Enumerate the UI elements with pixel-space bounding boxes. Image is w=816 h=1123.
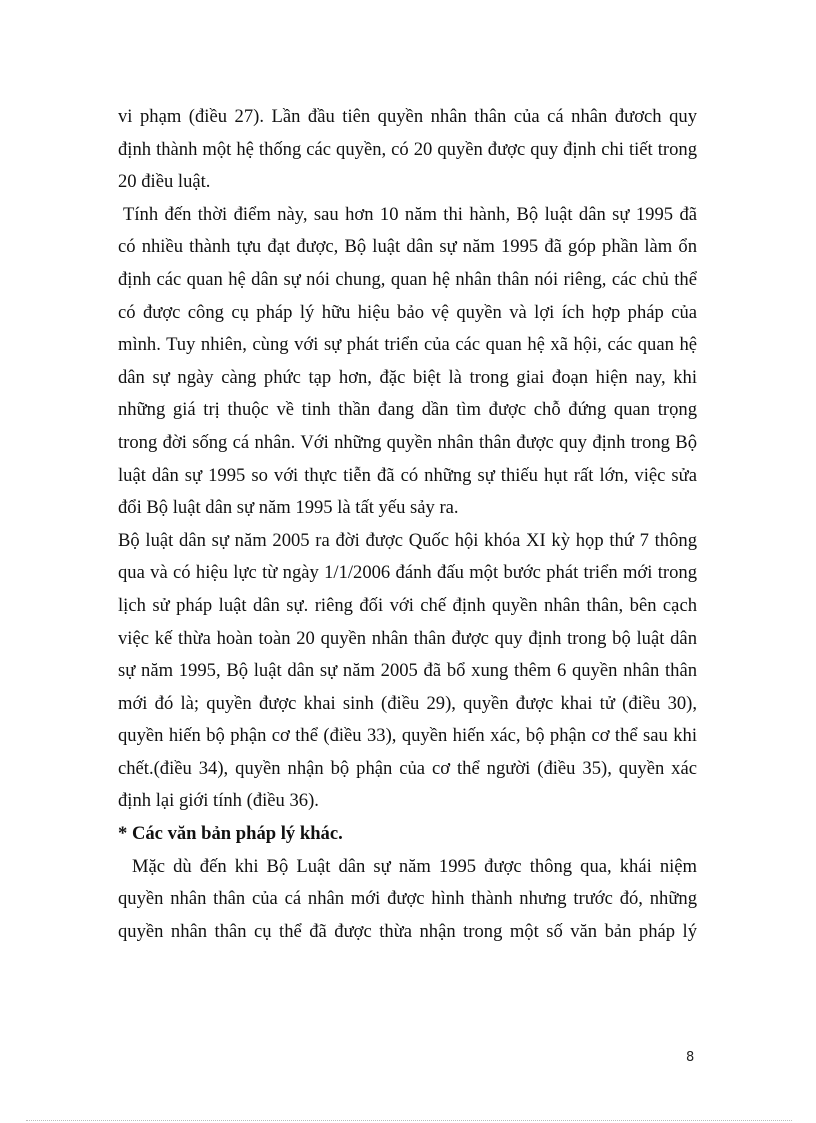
text-line: qua và có hiệu lực từ ngày 1/1/2006 đánh đấu một bước phát triển mới trong [118, 562, 697, 584]
text-line: Mặc dù đến khi Bộ Luật dân sự năm 1995 được thông qua, khái niệm [132, 855, 697, 877]
text-line: những giá trị thuộc về tinh thần đang dần tìm được chỗ đứng quan trọng [118, 399, 697, 421]
text-line: trong đời sống cá nhân. Với những quyền nhân thân được quy định trong Bộ [118, 431, 697, 453]
text-line: vi phạm (điều 27). Lần đầu tiên quyền nhân thân của cá nhân đươch quy [118, 106, 697, 127]
text-line: Tính đến thời điểm này, sau hơn 10 năm thi hành, Bộ luật dân sự 1995 đã [123, 203, 697, 225]
text-line: quyền nhân thân cụ thể đã được thừa nhận trong một số văn bản pháp lý [118, 920, 697, 942]
body-text [118, 101, 697, 948]
text-line: mình. Tuy nhiên, cùng với sự phát triển của các quan hệ xã hội, các quan hệ [118, 334, 697, 356]
text-line: Bộ luật dân sự năm 2005 ra đời được Quốc hội khóa XI kỳ họp thứ 7 thông [118, 529, 697, 551]
text-line: quyền nhân thân của cá nhân mới được hình thành nhưng trước đó, những [118, 888, 697, 910]
text-line: sự năm 1995, Bộ luật dân sự năm 2005 đã bổ xung thêm 6 quyền nhân thân [118, 660, 697, 682]
section-heading: * Các văn bản pháp lý khác. [118, 823, 343, 845]
text-line: quyền hiến bộ phận cơ thể (điều 33), quyền hiến xác, bộ phận cơ thể sau khi [118, 725, 697, 747]
page-number: 8 [686, 1050, 695, 1065]
text-line: có được công cụ pháp lý hữu hiệu bảo vệ quyền và lợi ích hợp pháp của [118, 301, 697, 323]
text-line: mới đó là; quyền được khai sinh (điều 29), quyền được khai tử (điều 30), [118, 692, 697, 714]
text-line: lịch sử pháp luật dân sự. riêng đối với chế định quyền nhân thân, bên cạch [118, 594, 697, 616]
text-line: định lại giới tính (điều 36). [118, 790, 319, 812]
text-line: luật dân sự 1995 so với thực tiễn đã có những sự thiếu hụt rất lớn, việc sửa [118, 464, 697, 486]
text-line: chết.(điều 34), quyền nhận bộ phận của cơ thể người (điều 35), quyền xác [118, 757, 697, 779]
text-line: việc kế thừa hoàn toàn 20 quyền nhân thân được quy định trong bộ luật dân [118, 627, 697, 649]
text-line: định thành một hệ thống các quyền, có 20 quyền được quy định chi tiết trong [118, 138, 697, 160]
page-bottom-border [26, 1120, 792, 1121]
text-line: có nhiều thành tựu đạt được, Bộ luật dân sự năm 1995 đã góp phần làm ổn [118, 236, 697, 258]
text-line: định các quan hệ dân sự nói chung, quan hệ nhân thân nói riêng, các chủ thể [118, 268, 697, 290]
text-line: đổi Bộ luật dân sự năm 1995 là tất yếu sảy ra. [118, 497, 459, 519]
text-line: dân sự ngày càng phức tạp hơn, đặc biệt là trong giai đoạn hiện nay, khi [118, 366, 697, 388]
text-line: 20 điều luật. [118, 171, 211, 193]
